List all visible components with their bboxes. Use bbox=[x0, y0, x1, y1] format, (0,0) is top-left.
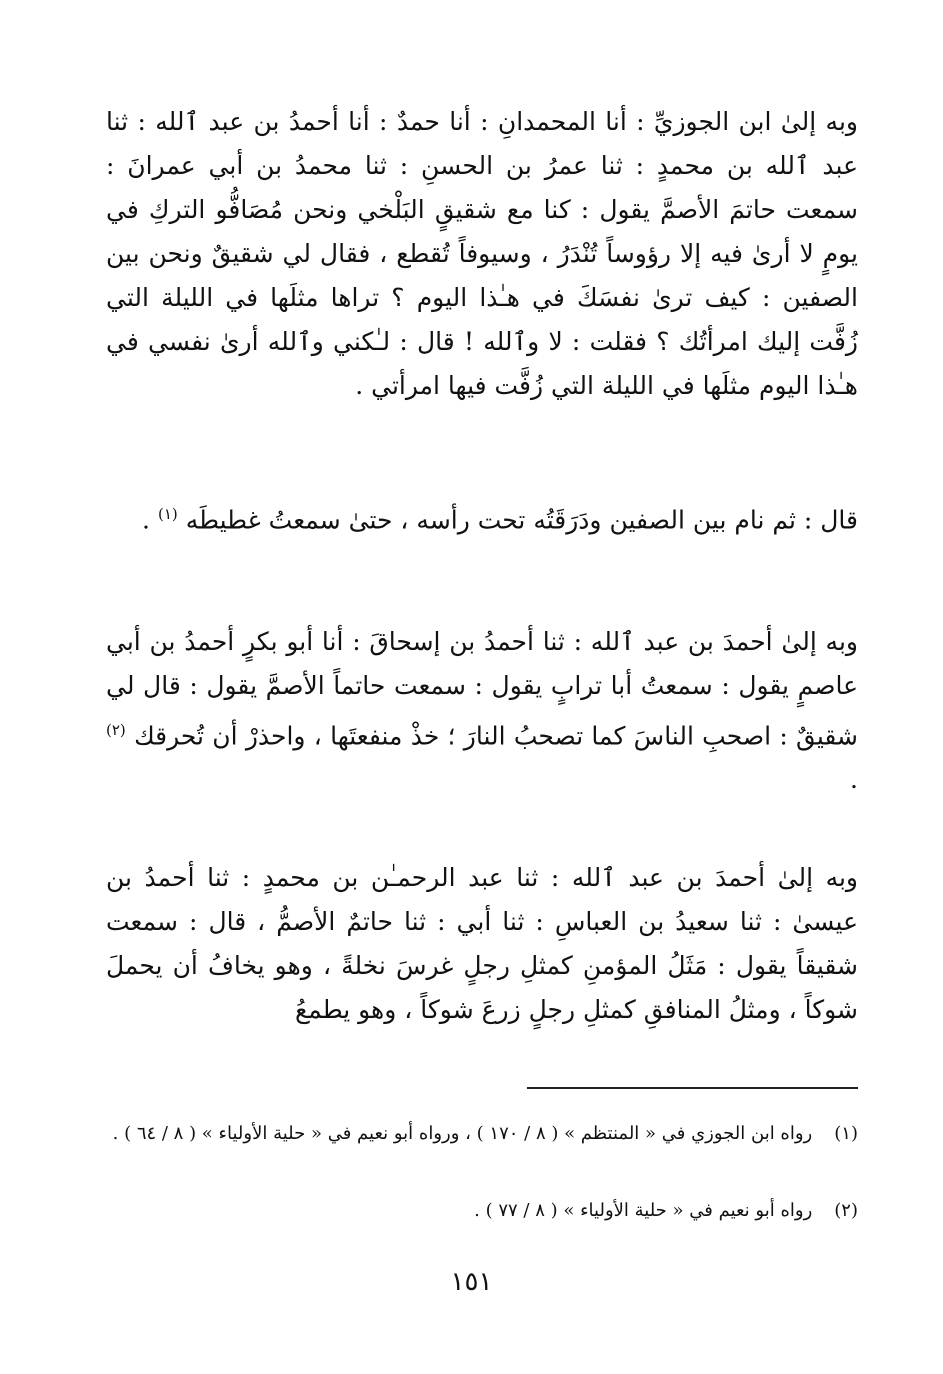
footnote-2-text: رواه أبو نعيم في « حلية الأولياء » ( ٨ / ٧٧ ) . bbox=[474, 1200, 813, 1221]
paragraph-4: وبه إلىٰ أحمدَ بن عبد ٱلله : ثنا عبد الرحمـٰن بن محمدٍ : ثنا أحمدُ بن عيسىٰ : ثنا سعيدُ بن العباسِ : ثنا أبي : ثنا حاتمٌ الأصمُّ ، قال : سمعت شقيقاً يقول : مَثَلُ المؤمنِ كمثلِ رجلٍ غرسَ نخلةً ، وهو يخافُ أن يحملَ شوكاً ، ومثلُ المنافقِ كمثلِ رجلٍ زرعَ شوكاً ، وهو يطمعُ bbox=[106, 863, 858, 1024]
footnote-2-number: (٢) bbox=[834, 1200, 858, 1221]
paragraph-1: وبه إلىٰ ابن الجوزيِّ : أنا المحمدانِ : أنا حمدٌ : أنا أحمدُ بن عبد ٱلله : ثنا عبد ٱلله بن محمدٍ : ثنا عمرُ بن الحسنِ : ثنا محمدُ بن أبي عمرانَ : سمعت حاتمَ الأصمَّ يقول : كنا مع شقيقٍ البَلْخي ونحن مُصَافُّو التركِ في يومٍ لا أرىٰ فيه إلا رؤوساً تُنْدَرُ ، وسيوفاً تُقطع ، فقال لي شقيقٌ ونحن بين الصفين : كيف ترىٰ نفسَكَ في هـٰذا اليوم ؟ تراها مثلَها في الليلة التي زُفَّت إليك امرأتُك ؟ فقلت : لا وٱلله ! قال : لـٰكني وٱلله أرىٰ نفسي في هـٰذا اليوم مثلَها في الليلة التي زُفَّت فيها امرأتي . bbox=[106, 107, 858, 400]
footnote-1 bbox=[106, 1117, 858, 1151]
paragraph-3 bbox=[106, 620, 858, 802]
footnote-divider bbox=[527, 1087, 858, 1089]
paragraph-3-text: وبه إلىٰ أحمدَ بن عبد ٱلله : ثنا أحمدُ بن إسحاقَ : أنا أبو بكرٍ أحمدُ بن أبي عاصمٍ يقول : سمعتُ أبا ترابٍ يقول : سمعت حاتماً الأصمَّ يقول : قال لي شقيقٌ : اصحبِ الناسَ كما تصحبُ النارَ ؛ خذْ منفعتَها ، واحذرْ أن تُحرقك bbox=[106, 627, 858, 751]
footnote-1-number: (١) bbox=[834, 1123, 858, 1144]
footnote-2 bbox=[106, 1194, 858, 1228]
footnote-ref-1: (١) bbox=[157, 505, 178, 523]
page-number: ١٥١ bbox=[450, 1267, 493, 1297]
paragraph-3-end: . bbox=[850, 765, 858, 795]
paragraph-2 bbox=[106, 492, 858, 542]
footnote-1-text: رواه ابن الجوزي في « المنتظم » ( ٨ / ١٧٠ ) ، ورواه أبو نعيم في « حلية الأولياء » ( ٨ / ٦٤ ) . bbox=[112, 1123, 813, 1144]
paragraph-2-text: قال : ثم نام بين الصفين ودَرَقَتُه تحت رأسه ، حتىٰ سمعتُ غطيطَه bbox=[185, 505, 858, 535]
footnote-ref-2: (٢) bbox=[106, 721, 126, 739]
paragraph-2-end: . bbox=[142, 505, 150, 535]
